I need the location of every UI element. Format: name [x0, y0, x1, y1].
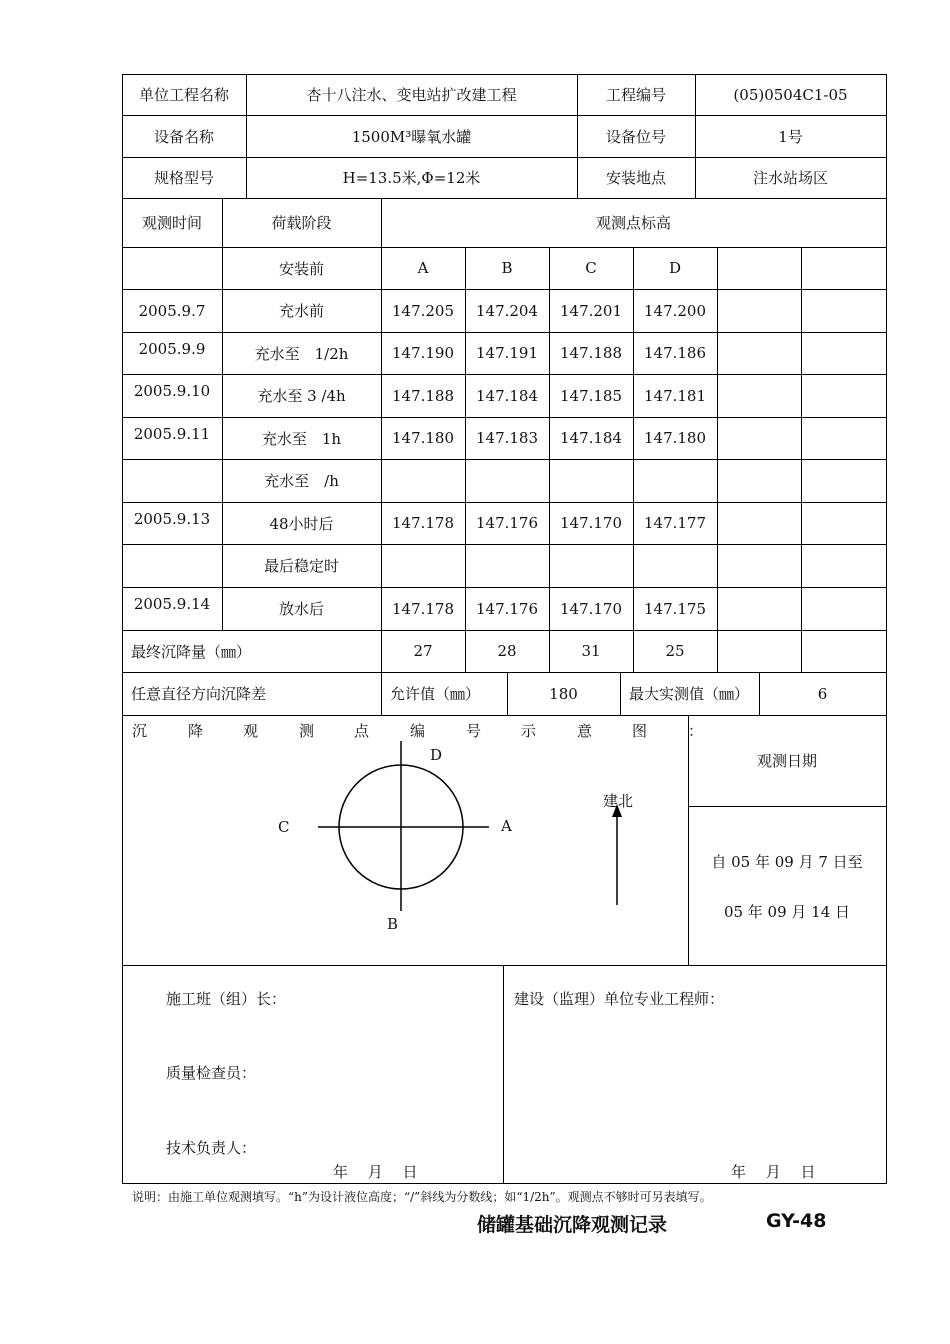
diagram-title-char: 测 [299, 722, 315, 740]
elevation-value: 147.184 [475, 386, 539, 405]
elevation-value [465, 544, 549, 587]
elevation-value [801, 417, 885, 459]
settlement-point-diagram [122, 715, 688, 965]
point-c-label: C [278, 818, 290, 836]
observation-date-label: 观测日期 [756, 752, 817, 770]
diagram-title-char: 降 [188, 722, 204, 740]
diagram-title-char: ： [688, 722, 704, 740]
final-settlement-value: 31 [581, 642, 601, 660]
rule [122, 965, 887, 966]
observation-date: 2005.9.7 [138, 301, 206, 320]
final-settlement-value [717, 630, 801, 672]
allowed-value: 180 [549, 684, 578, 703]
elevation-value [717, 587, 801, 630]
diagram-title-char: 观 [243, 722, 259, 740]
elevation-value [801, 544, 885, 587]
observation-date: 2005.9.10 [133, 382, 211, 400]
quality-inspector-signature: 质量检查员： [166, 1064, 257, 1082]
elevation-value [717, 417, 801, 459]
elevation-value: 147.181 [643, 386, 707, 405]
final-settlement-value: 25 [665, 642, 685, 660]
observation-date: 2005.9.11 [133, 425, 211, 443]
observation-date [122, 463, 222, 489]
elevation-value [717, 289, 801, 332]
max-measured-value: 6 [817, 684, 828, 703]
form-title: 储罐基础沉降观测记录 [477, 1214, 668, 1236]
load-stage: 充水至 3 /4h [257, 387, 346, 405]
observation-date-from: 自 05 年 09 月 7 日至 [711, 852, 863, 871]
elevation-value: 147.176 [475, 514, 539, 532]
diagram-title-char: 号 [466, 722, 482, 740]
elevation-value [717, 247, 801, 289]
elevation-value: 147.191 [475, 344, 539, 362]
unit-name-label: 单位工程名称 [138, 86, 229, 104]
left-sign-date: 年 月 日 [333, 1163, 418, 1181]
elevation-value: 147.184 [559, 429, 623, 447]
elevation-value: 147.175 [643, 599, 707, 618]
elevation-value [549, 544, 633, 587]
settlement-diff-label: 任意直径方向沉降差 [131, 685, 267, 703]
load-stage: 最后稳定时 [263, 557, 339, 575]
diagram-title-char: 点 [354, 722, 370, 740]
unit-name-value: 杏十八注水、变电站扩改建工程 [306, 86, 517, 104]
elevation-value [801, 332, 885, 374]
point-a-label: A [501, 817, 512, 835]
elevation-value: 147.177 [643, 514, 707, 532]
elevation-value: 147.180 [643, 429, 707, 447]
allowed-label: 允许值（㎜） [390, 685, 481, 703]
elevation-value: C [585, 259, 597, 277]
elevation-value: 147.178 [391, 514, 455, 532]
elevation-value [717, 374, 801, 417]
stage-header: 荷载阶段 [271, 214, 332, 232]
diagram-title-char: 意 [577, 722, 593, 740]
elevation-value: 147.200 [643, 301, 707, 320]
observation-date-to: 05 年 09 月 14 日 [723, 902, 851, 921]
load-stage: 充水前 [278, 302, 324, 320]
rule [503, 965, 504, 1183]
equipment-tag-label: 设备位号 [605, 127, 666, 146]
equipment-tag-value: 1号 [778, 127, 803, 146]
observation-date: 2005.9.13 [133, 510, 211, 528]
north-label: 建北 [603, 792, 634, 810]
elevation-value: B [501, 259, 513, 277]
point-d-label: D [430, 746, 443, 764]
equipment-name-value: 1500M³曝氧水罐 [351, 127, 472, 146]
elevation-value [801, 502, 885, 544]
final-settlement-value [801, 630, 885, 672]
elevation-value: 147.178 [391, 599, 455, 618]
load-stage: 充水至 1h [261, 429, 342, 448]
supervising-engineer-signature: 建设（监理）单位专业工程师： [514, 990, 725, 1008]
project-code-label: 工程编号 [605, 86, 666, 104]
time-header: 观测时间 [141, 214, 202, 232]
elevation-value: 147.176 [475, 599, 539, 618]
elevation-value [801, 247, 885, 289]
diagram-title-char: 示 [521, 722, 537, 740]
elevation-value [633, 544, 717, 587]
spec-value: H=13.5米,Φ=12米 [342, 169, 481, 187]
elevation-header: 观测点标高 [595, 214, 671, 232]
load-stage: 充水至 1/2h [254, 344, 349, 363]
elevation-value [381, 544, 465, 587]
point-b-label: B [387, 915, 399, 933]
install-site-value: 注水站场区 [752, 169, 828, 187]
elevation-value [717, 544, 801, 587]
final-settlement-value: 27 [413, 642, 433, 660]
max-measured-label: 最大实测值（㎜） [629, 685, 750, 703]
elevation-value [801, 587, 885, 630]
elevation-value: 147.185 [559, 386, 623, 405]
elevation-value: 147.170 [559, 514, 623, 532]
spec-label: 规格型号 [153, 169, 214, 187]
footer-note: 说明：由施工单位观测填写。“h”为设计液位高度；“/”斜线为分数线；如“1/2h”。观测点不够时可另表填写。 [132, 1190, 712, 1204]
elevation-value [717, 502, 801, 544]
elevation-value: 147.170 [559, 599, 623, 618]
technical-lead-signature: 技术负责人： [166, 1139, 257, 1157]
elevation-value [801, 374, 885, 417]
form-code: GY-48 [766, 1210, 827, 1232]
final-settlement-label: 最终沉降量（㎜） [131, 642, 252, 661]
load-stage: 48小时后 [269, 514, 334, 533]
team-leader-signature: 施工班（组）长： [166, 990, 287, 1008]
diagram-title-char: 图 [632, 722, 648, 740]
load-stage: 充水至 /h [264, 472, 339, 490]
elevation-value [465, 459, 549, 502]
equipment-name-label: 设备名称 [153, 127, 214, 146]
rule [886, 74, 887, 1184]
observation-date [122, 548, 222, 574]
elevation-value: 147.204 [475, 301, 539, 320]
elevation-value: 147.190 [391, 344, 455, 362]
elevation-value: A [417, 259, 429, 277]
right-sign-date: 年 月 日 [731, 1163, 816, 1181]
observation-date: 2005.9.14 [133, 595, 211, 613]
elevation-value: 147.205 [391, 301, 455, 320]
elevation-value: 147.183 [475, 429, 539, 447]
elevation-value [381, 459, 465, 502]
elevation-value [717, 332, 801, 374]
project-code-value: (05)0504C1-05 [733, 85, 848, 104]
elevation-value: 147.186 [643, 344, 707, 362]
elevation-value: 147.188 [559, 344, 623, 362]
diagram-title-char: 沉 [132, 722, 148, 740]
load-stage: 安装前 [278, 259, 324, 278]
observation-date [122, 251, 222, 277]
elevation-value [717, 459, 801, 502]
elevation-value: 147.188 [391, 386, 455, 405]
elevation-value [633, 459, 717, 502]
final-settlement-value: 28 [497, 642, 517, 660]
elevation-value [549, 459, 633, 502]
rule [688, 806, 887, 807]
elevation-value: 147.201 [559, 301, 623, 320]
elevation-value [801, 459, 885, 502]
elevation-value [801, 289, 885, 332]
diagram-title-char: 编 [410, 722, 426, 740]
install-site-label: 安装地点 [605, 169, 666, 187]
elevation-value: 147.180 [391, 429, 455, 447]
rule [122, 1183, 887, 1184]
elevation-value: D [668, 259, 682, 277]
load-stage: 放水后 [278, 600, 324, 618]
observation-date: 2005.9.9 [138, 340, 206, 358]
